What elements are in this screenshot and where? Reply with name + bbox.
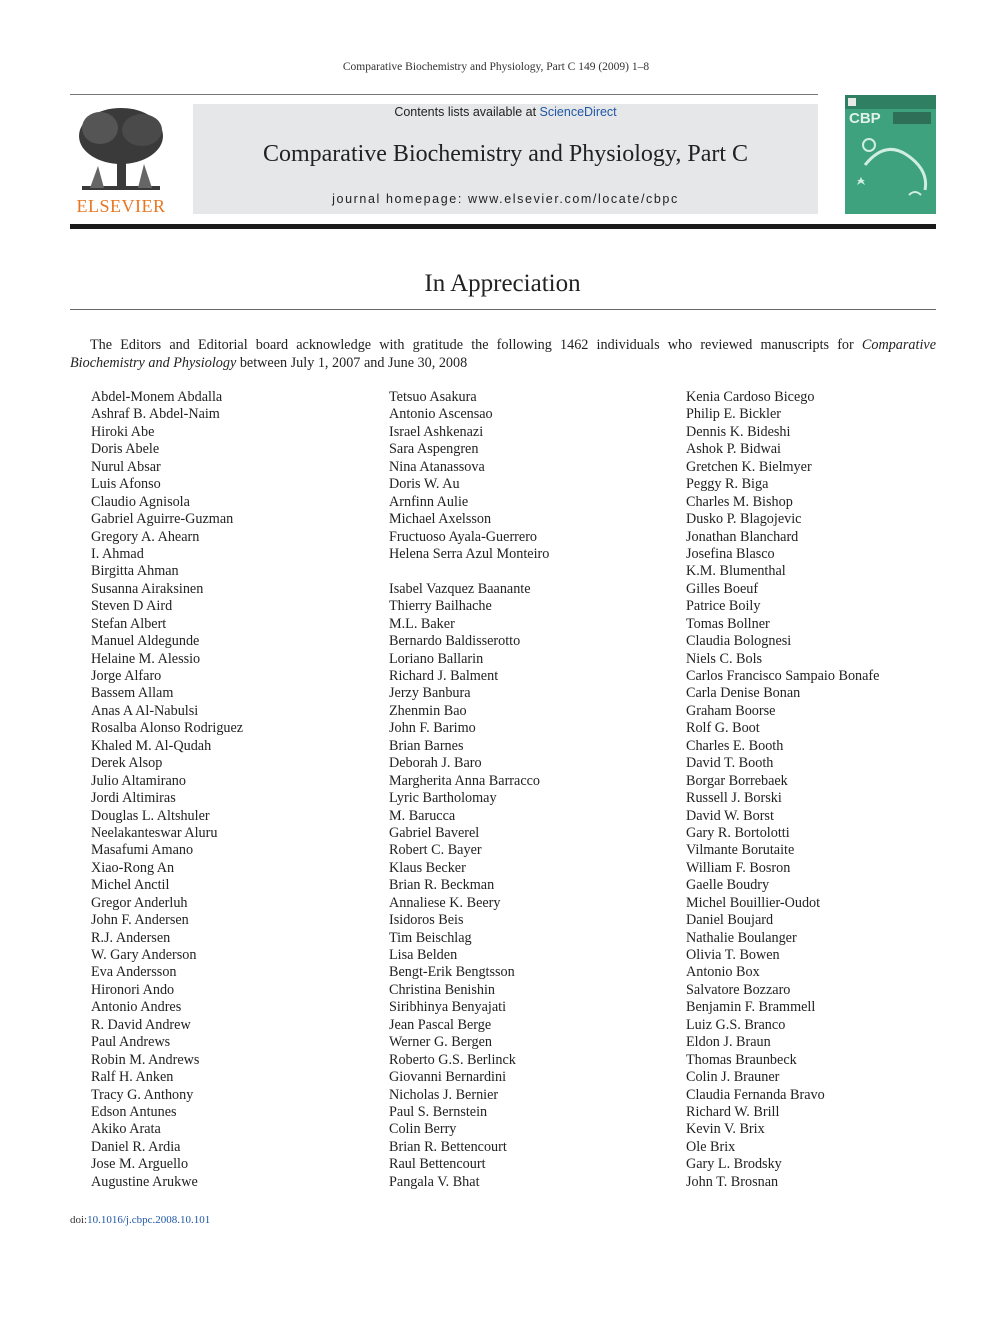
reviewer-name: Brian R. Bettencourt xyxy=(389,1138,507,1155)
reviewer-name: Nurul Absar xyxy=(91,458,161,475)
reviewer-name: Gaelle Boudry xyxy=(686,877,770,894)
reviewer-name: Doris Abele xyxy=(91,441,160,458)
reviewer-name: Pangala V. Bhat xyxy=(389,1173,480,1190)
reviewer-name: Loriano Ballarin xyxy=(389,650,484,667)
reviewer-name: Jorge Alfaro xyxy=(91,668,162,684)
section-title: In Appreciation xyxy=(424,270,581,297)
reviewer-name: R.J. Andersen xyxy=(91,929,171,946)
reviewer-name: Tim Beischlag xyxy=(389,929,472,946)
reviewer-name: Bernardo Baldisserotto xyxy=(389,633,521,650)
reviewer-name: Dusko P. Blagojevic xyxy=(686,511,802,528)
reviewer-name: W. Gary Anderson xyxy=(91,947,197,963)
reviewer-name: Gilles Boeuf xyxy=(686,580,759,597)
reviewer-name: Lyric Bartholomay xyxy=(389,790,497,807)
reviewer-name: M.L. Baker xyxy=(389,615,455,632)
reviewer-name: Arnfinn Aulie xyxy=(389,493,469,510)
reviewer-name: Hiroki Abe xyxy=(91,423,155,440)
reviewer-column-3 xyxy=(686,389,879,1191)
reviewer-name: Bengt-Erik Bengtsson xyxy=(389,964,515,981)
reviewer-name: Patrice Boily xyxy=(686,598,761,615)
cover-label: CBP xyxy=(849,110,881,127)
reviewer-name: Josefina Blasco xyxy=(686,545,775,562)
reviewer-name: John F. Andersen xyxy=(91,912,189,929)
reviewer-name: Robert C. Bayer xyxy=(389,842,482,859)
reviewer-name: Isabel Vazquez Baanante xyxy=(389,580,531,597)
reviewer-name: Gary R. Bortolotti xyxy=(686,824,790,841)
reviewer-name: Charles E. Booth xyxy=(686,737,784,754)
reviewer-name: Ashraf B. Abdel-Naim xyxy=(91,406,220,423)
reviewer-name: Tetsuo Asakura xyxy=(389,389,477,405)
reviewer-name: Eldon J. Braun xyxy=(686,1034,771,1051)
reviewer-name: Deborah J. Baro xyxy=(389,755,482,772)
reviewer-name: Philip E. Bickler xyxy=(686,406,781,423)
reviewer-name: Doris W. Au xyxy=(389,476,460,493)
reviewer-name: Richard J. Balment xyxy=(389,668,499,684)
reviewer-name: Gretchen K. Bielmyer xyxy=(686,458,812,475)
reviewer-name: Anas A Al-Nabulsi xyxy=(91,702,199,719)
reviewer-name: Annaliese K. Beery xyxy=(389,894,501,911)
reviewer-name: Vilmante Borutaite xyxy=(686,842,795,859)
reviewer-name: Raul Bettencourt xyxy=(389,1156,486,1173)
reviewer-name: Khaled M. Al-Qudah xyxy=(91,737,212,754)
reviewer-name: Claudia Bolognesi xyxy=(686,633,792,650)
reviewer-name: Julio Altamirano xyxy=(91,772,186,789)
reviewer-name: Roberto G.S. Berlinck xyxy=(389,1051,516,1068)
reviewer-name: Ole Brix xyxy=(686,1138,736,1155)
reviewer-name: Jean Pascal Berge xyxy=(389,1016,492,1033)
reviewer-name: Nicholas J. Bernier xyxy=(389,1086,499,1103)
reviewer-name: Israel Ashkenazi xyxy=(389,423,484,440)
reviewer-name: David W. Borst xyxy=(686,807,774,824)
reviewer-name: David T. Booth xyxy=(686,755,774,772)
reviewer-name: Steven D Aird xyxy=(91,598,173,615)
reviewer-name: Susanna Airaksinen xyxy=(91,580,204,597)
sciencedirect-link[interactable]: ScienceDirect xyxy=(539,105,617,119)
journal-homepage[interactable]: journal homepage: www.elsevier.com/locate/cbpc xyxy=(332,192,679,206)
reviewer-name: Abdel-Monem Abdalla xyxy=(91,389,223,405)
reviewer-name: Stefan Albert xyxy=(91,615,167,632)
reviewer-name: Gary L. Brodsky xyxy=(686,1156,782,1173)
top-rule xyxy=(70,94,818,95)
reviewer-name: Ralf H. Anken xyxy=(91,1069,174,1086)
reviewer-name: Michel Anctil xyxy=(91,877,170,894)
reviewer-name: Borgar Borrebaek xyxy=(686,772,788,789)
reviewer-name: Colin J. Brauner xyxy=(686,1069,780,1086)
reviewer-name: Kevin V. Brix xyxy=(686,1121,765,1138)
reviewer-name: Gregor Anderluh xyxy=(91,894,188,911)
reviewer-name: Helaine M. Alessio xyxy=(91,650,201,667)
doi-link[interactable]: 10.1016/j.cbpc.2008.10.101 xyxy=(87,1214,211,1226)
reviewer-name: Carlos Francisco Sampaio Bonafe xyxy=(686,668,880,684)
reviewer-name: Charles M. Bishop xyxy=(686,493,793,510)
reviewer-name: Michael Axelsson xyxy=(389,511,492,528)
reviewer-name: Richard W. Brill xyxy=(686,1103,780,1120)
reviewer-name: Graham Boorse xyxy=(686,702,776,719)
reviewer-name: Bassem Allam xyxy=(91,685,174,702)
reviewer-name: R. David Andrew xyxy=(91,1016,191,1033)
reviewer-name: Niels C. Bols xyxy=(686,650,763,667)
reviewer-name: Giovanni Bernardini xyxy=(389,1069,507,1086)
reviewer-name: Daniel Boujard xyxy=(686,912,774,929)
reviewer-name: Rolf G. Boot xyxy=(686,720,760,737)
reviewer-name: Neelakanteswar Aluru xyxy=(91,824,218,841)
reviewer-name: Antonio Box xyxy=(686,964,760,981)
intro-text-after: between July 1, 2007 and June 30, 2008 xyxy=(236,354,468,371)
reviewer-name: Manuel Aldegunde xyxy=(91,633,200,650)
header-divider xyxy=(70,224,936,229)
reviewer-name: Olivia T. Bowen xyxy=(686,947,780,963)
reviewer-name: Dennis K. Bideshi xyxy=(686,423,791,440)
reviewer-name: Klaus Becker xyxy=(389,859,466,876)
journal-cover-thumbnail xyxy=(845,95,936,214)
contents-prefix: Contents lists available at xyxy=(394,105,540,119)
running-head: Comparative Biochemistry and Physiology, Part C 149 (2009) 1–8 xyxy=(342,61,650,73)
reviewer-name: Helena Serra Azul Monteiro xyxy=(389,545,550,562)
reviewer-name: Jordi Altimiras xyxy=(91,790,176,807)
reviewer-name: Masafumi Amano xyxy=(91,842,194,859)
reviewer-name: Douglas L. Altshuler xyxy=(91,807,210,824)
reviewer-name: John T. Brosnan xyxy=(686,1173,779,1190)
reviewer-name: Christina Benishin xyxy=(389,981,496,998)
reviewer-name: Thomas Braunbeck xyxy=(686,1051,797,1068)
reviewer-name: Xiao-Rong An xyxy=(91,859,175,876)
reviewer-name: Ashok P. Bidwai xyxy=(686,441,781,458)
intro-paragraph xyxy=(70,337,936,372)
reviewer-name: Hironori Ando xyxy=(91,981,175,998)
reviewer-name: Gregory A. Ahearn xyxy=(91,528,200,545)
reviewer-name: Robin M. Andrews xyxy=(91,1051,200,1068)
reviewer-name: Tracy G. Anthony xyxy=(91,1086,194,1103)
title-divider xyxy=(70,309,936,310)
reviewer-name: Brian Barnes xyxy=(389,737,464,754)
reviewer-name: Paul Andrews xyxy=(91,1034,171,1051)
reviewer-name: Nathalie Boulanger xyxy=(686,929,797,946)
reviewer-name: K.M. Blumenthal xyxy=(686,563,786,580)
reviewer-name: Siribhinya Benyajati xyxy=(389,999,507,1016)
reviewer-name: Augustine Arukwe xyxy=(91,1173,198,1190)
reviewer-name: Russell J. Borski xyxy=(686,790,782,807)
reviewer-name: Carla Denise Bonan xyxy=(686,685,801,702)
reviewer-name: Jerzy Banbura xyxy=(389,685,471,702)
reviewer-name: Thierry Bailhache xyxy=(389,598,492,615)
reviewer-name: Birgitta Ahman xyxy=(91,563,179,580)
intro-text-before: The Editors and Editorial board acknowledge with gratitude the following 1462 individuals who reviewed manuscripts for xyxy=(90,337,862,353)
reviewer-name: John F. Barimo xyxy=(389,720,476,737)
reviewer-name: Colin Berry xyxy=(389,1121,457,1138)
reviewer-name: Werner G. Bergen xyxy=(389,1034,492,1051)
reviewer-name: William F. Bosron xyxy=(686,859,791,876)
reviewer-name: Derek Alsop xyxy=(91,755,163,772)
reviewer-name: Edson Antunes xyxy=(91,1103,177,1120)
reviewer-name: Jonathan Blanchard xyxy=(686,528,799,545)
reviewer-name: Claudia Fernanda Bravo xyxy=(686,1086,825,1103)
reviewer-name: Fructuoso Ayala-Guerrero xyxy=(389,528,538,545)
reviewer-name: M. Barucca xyxy=(389,807,456,824)
reviewer-name: Jose M. Arguello xyxy=(91,1156,189,1173)
elsevier-wordmark: ELSEVIER xyxy=(76,196,166,216)
doi-line xyxy=(70,1214,210,1226)
reviewer-name: Luis Afonso xyxy=(91,476,161,493)
reviewer-column-2 xyxy=(389,389,549,1191)
reviewer-name: Eva Andersson xyxy=(91,964,177,981)
reviewer-name: Sara Aspengren xyxy=(389,441,479,458)
reviewer-name: Nina Atanassova xyxy=(389,458,485,475)
contents-line xyxy=(193,105,818,119)
reviewer-name: Lisa Belden xyxy=(389,947,458,963)
reviewer-name: Antonio Ascensao xyxy=(389,406,493,423)
column-spacer xyxy=(389,563,549,580)
reviewer-name: I. Ahmad xyxy=(91,545,144,562)
reviewer-name: Akiko Arata xyxy=(91,1121,161,1138)
journal-title: Comparative Biochemistry and Physiology, Part C xyxy=(262,141,749,167)
reviewer-name: Margherita Anna Barracco xyxy=(389,772,541,789)
reviewer-name: Zhenmin Bao xyxy=(389,702,467,719)
reviewer-name: Paul S. Bernstein xyxy=(389,1103,488,1120)
reviewer-name: Gabriel Aguirre-Guzman xyxy=(91,511,234,528)
reviewer-name: Michel Bouillier-Oudot xyxy=(686,894,821,911)
doi-prefix: doi: xyxy=(70,1214,88,1226)
reviewer-name: Luiz G.S. Branco xyxy=(686,1016,786,1033)
reviewer-name: Salvatore Bozzaro xyxy=(686,981,791,998)
reviewer-name: Brian R. Beckman xyxy=(389,877,495,894)
reviewer-name: Tomas Bollner xyxy=(686,615,770,632)
reviewer-name: Gabriel Baverel xyxy=(389,824,480,841)
reviewer-name: Isidoros Beis xyxy=(389,912,464,929)
reviewer-name: Peggy R. Biga xyxy=(686,476,769,493)
reviewer-name: Rosalba Alonso Rodriguez xyxy=(91,720,244,737)
reviewer-name: Benjamin F. Brammell xyxy=(686,999,816,1016)
reviewer-column-1 xyxy=(91,389,243,1191)
reviewer-name: Claudio Agnisola xyxy=(91,493,190,510)
reviewer-name: Kenia Cardoso Bicego xyxy=(686,389,815,405)
intro-journal-name: Comparative Biochemistry and Physiology xyxy=(70,337,936,371)
reviewer-name: Antonio Andres xyxy=(91,999,182,1016)
reviewer-name: Daniel R. Ardia xyxy=(91,1138,181,1155)
